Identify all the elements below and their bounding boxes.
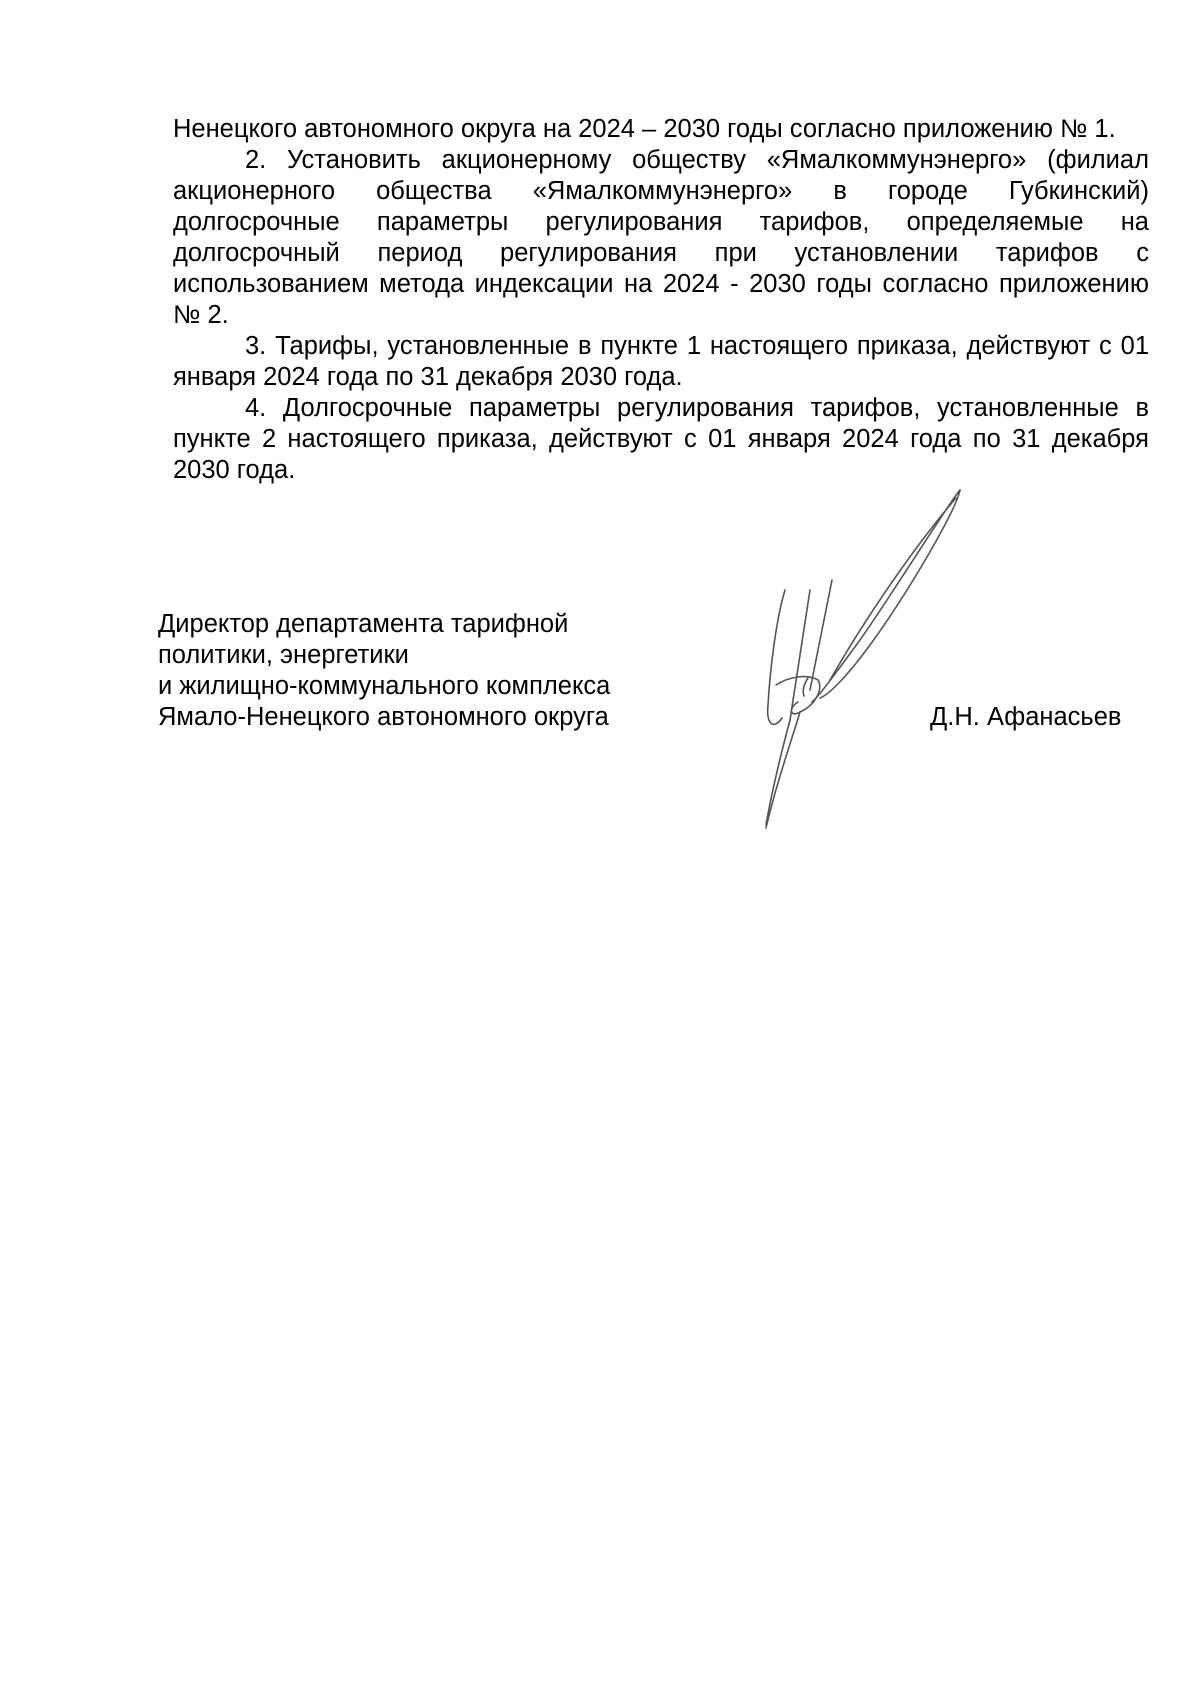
paragraph-continuation: Ненецкого автономного округа на 2024 – 2030 годы согласно приложению № 1. [173,115,1116,143]
position-line-3: и жилищно-коммунального комплекса [158,672,611,700]
paragraph-item-2: 2. Установить акционерному обществу «Ямалкоммунэнерго» (филиал акционерного общества «Ямалкоммунэнерго» в городе Губкинский) долгосрочные параметры регулирования тарифов, определяемые на долгосрочный период регулирования при установлении тарифов с использованием метода индексации на 2024 - 2030 годы согласно приложению № 2. [173,146,1149,329]
position-line-4: Ямало-Ненецкого автономного округа [158,703,609,731]
position-line-2: политики, энергетики [158,641,409,669]
document-body [173,114,1149,486]
signatory-position [158,609,678,733]
paragraph-item-3: 3. Тарифы, установленные в пункте 1 настоящего приказа, действуют с 01 января 2024 года по 31 декабря 2030 года. [173,332,1149,391]
paragraph-item-4: 4. Долгосрочные параметры регулирования тарифов, установленные в пункте 2 настоящего приказа, действуют с 01 января 2024 года по 31 декабря 2030 года. [173,394,1149,484]
signer-name: Д.Н. Афанасьев [930,703,1122,731]
handwritten-signature [720,480,980,840]
position-line-1: Директор департамента тарифной [158,610,569,638]
